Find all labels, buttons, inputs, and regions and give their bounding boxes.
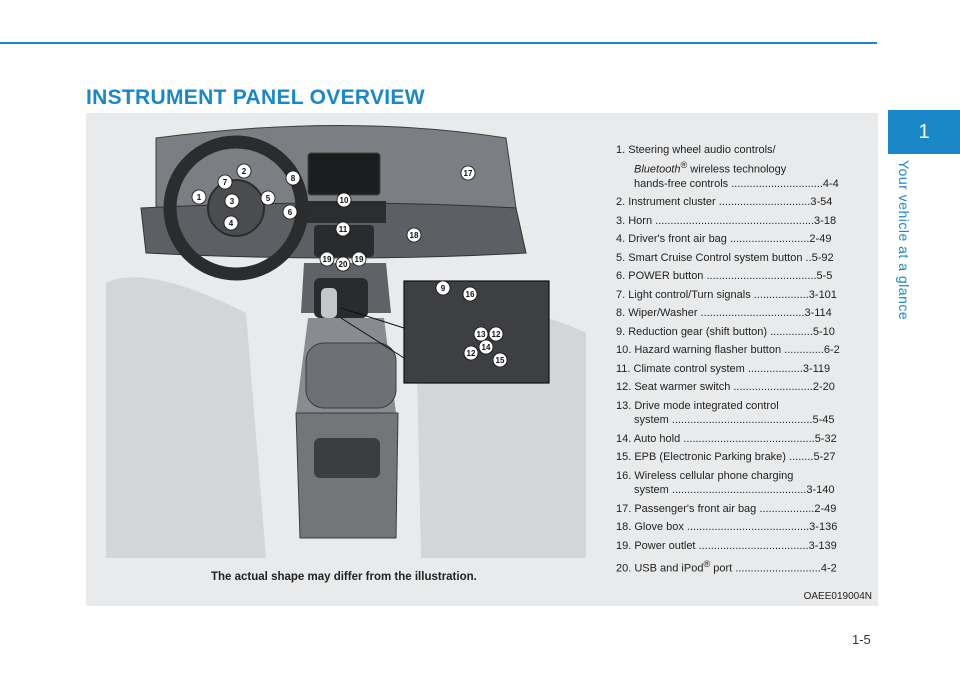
legend-item-3: 3. Horn ....................................................3-18 [616,214,837,227]
callout-20: 20 [338,260,348,269]
legend-item-18: 18. Glove box ........................................3-136 [616,521,838,534]
callout-12-top: 12 [491,330,501,339]
chapter-title: Your vehicle at a glance [896,160,912,321]
header-rule [0,42,877,44]
callout-4: 4 [228,219,234,228]
callout-15: 15 [495,356,505,365]
callout-10: 10 [339,196,349,205]
legend-item-14: 14. Auto hold ...........................................5-32 [616,432,837,445]
callout-14: 14 [481,343,491,352]
legend-item-9: 9. Reduction gear (shift button) ..............5-10 [616,325,835,338]
callout-17: 17 [463,169,473,178]
callout-3: 3 [229,197,235,206]
callout-1: 1 [196,193,202,202]
legend-item-7: 7. Light control/Turn signals ..................3-101 [616,288,837,301]
chapter-number-tab: 1 [888,110,960,154]
legend-item-8: 8. Wiper/Washer ..................................3-114 [616,307,832,320]
legend-item-6: 6. POWER button ....................................5-5 [616,270,833,283]
page-number: 1-5 [852,632,871,647]
instrument-panel-illustration [86,113,606,563]
legend-item-2: 2. Instrument cluster ..............................3-54 [616,196,833,209]
legend-item-12: 12. Seat warmer switch ..........................2-20 [616,381,835,394]
callout-16: 16 [465,290,475,299]
callout-9: 9 [440,284,446,293]
callout-5: 5 [265,194,271,203]
legend-item-10: 10. Hazard warning flasher button .............6-2 [616,344,840,357]
callout-2: 2 [241,167,247,176]
legend-item-20: 20. USB and iPod® port ............................4-2 [616,559,837,575]
legend-item-5: 5. Smart Cruise Control system button ..5-92 [616,251,834,264]
legend-item-19: 19. Power outlet ....................................3-139 [616,539,837,552]
callout-7: 7 [222,178,228,187]
callout-19-left: 19 [322,255,332,264]
legend-item-13: 13. Drive mode integrated control system ..............................................5-45 [616,399,835,427]
legend-item-11: 11. Climate control system ..................3-119 [616,362,831,375]
callout-18: 18 [409,231,419,240]
callout-6: 6 [287,208,293,217]
callout-11: 11 [338,225,348,234]
callout-19-right: 19 [354,255,364,264]
image-code: OAEE019004N [803,591,872,602]
section-title: INSTRUMENT PANEL OVERVIEW [86,86,425,109]
component-legend [616,143,866,580]
legend-item-16: 16. Wireless cellular phone charging system ............................................3-140 [616,469,835,497]
callout-8: 8 [290,174,296,183]
callout-12-bottom: 12 [466,349,476,358]
callout-13: 13 [476,330,486,339]
legend-item-4: 4. Driver's front air bag ..........................2-49 [616,233,832,246]
legend-item-15: 15. EPB (Electronic Parking brake) ........5-27 [616,451,836,464]
figure-panel [86,113,878,606]
figure-caption: The actual shape may differ from the illustration. [211,571,477,583]
legend-item-17: 17. Passenger's front air bag ..................2-49 [616,502,837,515]
legend-item-1: 1. Steering wheel audio controls/ Bluetooth® wireless technology hands-free controls ..............................4-4 [616,144,839,190]
